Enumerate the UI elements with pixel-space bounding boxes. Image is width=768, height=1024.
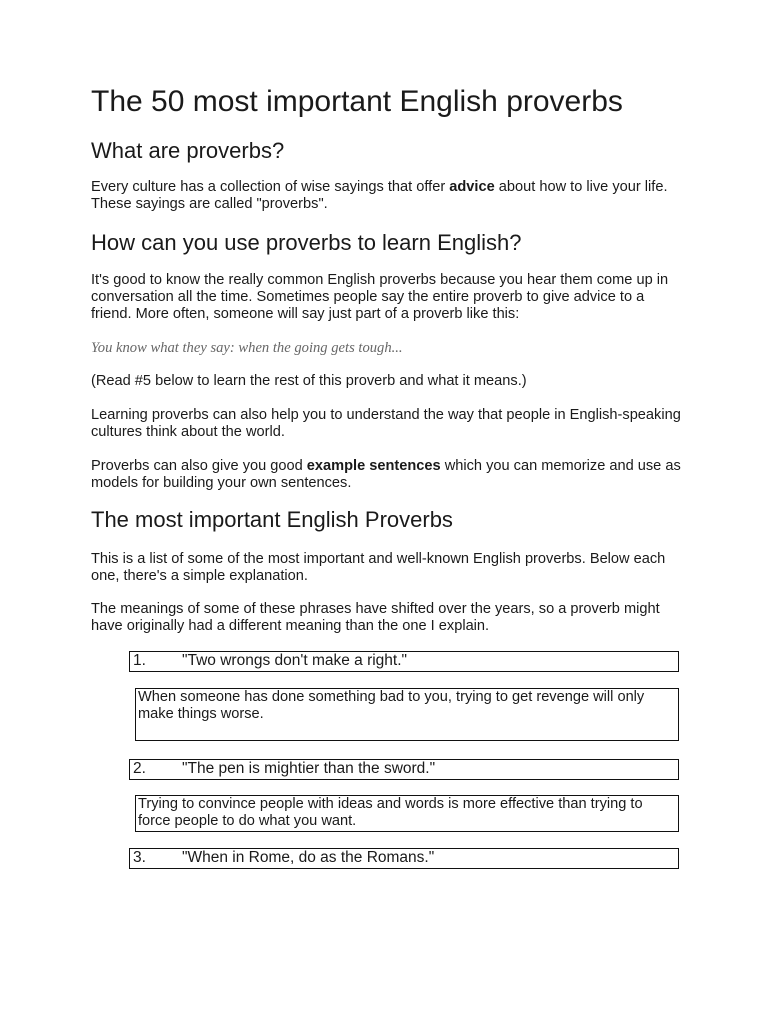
paragraph-common-proverbs: It's good to know the really common English proverbs because you hear them come up in conversation all the time. Sometimes people say the entire proverb to give advice to a friend. More often, someone will say just part of a proverb like this: bbox=[91, 272, 669, 322]
proverb-explanation-2: Trying to convince people with ideas and words is more effective than trying to force people to do what you want. bbox=[135, 795, 679, 832]
proverb-item-1 bbox=[129, 651, 679, 672]
bold-text: example sentences bbox=[306, 458, 441, 474]
paragraph-text: Proverbs can also give you good bbox=[91, 458, 307, 474]
proverb-text: "The pen is mightier than the sword." bbox=[182, 760, 436, 777]
proverb-text: "Two wrongs don't make a right." bbox=[182, 652, 408, 669]
bold-text: advice bbox=[449, 179, 495, 195]
proverb-number: 3. bbox=[133, 849, 146, 866]
paragraph-text: Every culture has a collection of wise sayings that offer bbox=[91, 179, 450, 195]
paragraph-meanings-shifted: The meanings of some of these phrases have shifted over the years, so a proverb might have originally had a different meaning than the one I explain. bbox=[91, 601, 660, 634]
paragraph-text: about how to live your life. These sayings are called "proverbs". bbox=[91, 179, 668, 212]
section-heading-most-important: The most important English Proverbs bbox=[91, 507, 453, 532]
proverb-number: 1. bbox=[133, 652, 146, 669]
proverb-explanation-1: When someone has done something bad to you, trying to get revenge will only make things worse. bbox=[135, 688, 679, 741]
paragraph-learning-proverbs: Learning proverbs can also help you to understand the way that people in English-speaking cultures think about the world. bbox=[91, 407, 681, 440]
paragraph-text: which you can memorize and use as models for building your own sentences. bbox=[91, 458, 681, 491]
section-heading-what-are-proverbs: What are proverbs? bbox=[91, 138, 285, 163]
paragraph-culture-sayings bbox=[91, 179, 681, 213]
quote-example: You know what they say: when the going gets tough... bbox=[91, 340, 403, 356]
proverb-item-3 bbox=[129, 848, 679, 869]
paragraph-list-intro: This is a list of some of the most important and well-known English proverbs. Below each one, there's a simple explanation. bbox=[91, 551, 666, 584]
paragraph-read-5: (Read #5 below to learn the rest of this proverb and what it means.) bbox=[91, 373, 527, 389]
proverb-item-2 bbox=[129, 759, 679, 780]
proverb-number: 2. bbox=[133, 760, 146, 777]
section-heading-how-to-use: How can you use proverbs to learn English? bbox=[91, 230, 522, 255]
page-title: The 50 most important English proverbs bbox=[91, 85, 623, 118]
paragraph-example-sentences bbox=[91, 458, 681, 492]
proverb-text: "When in Rome, do as the Romans." bbox=[182, 849, 435, 866]
